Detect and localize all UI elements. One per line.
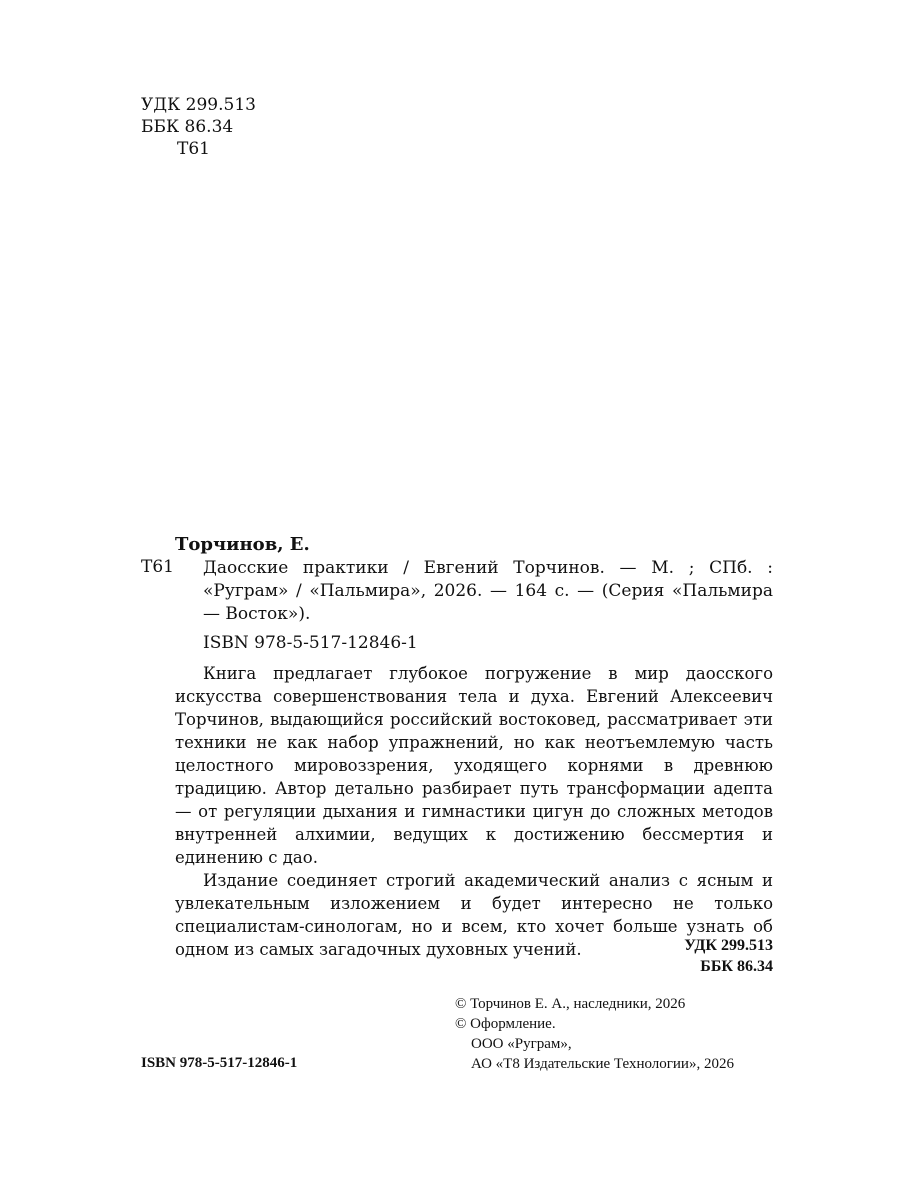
classification-codes-top (141, 94, 256, 160)
annotation-paragraph-2: Издание соединяет строгий академический анализ с ясным и увлекательным изложением и будет интересно не только специалистам-синологам, но и всем, кто хочет больше узнать об одном из самых загадочных духовных учений. (175, 871, 773, 959)
copyright-author: © Торчинов Е. А., наследники, 2026 (455, 996, 686, 1012)
publisher-1: ООО «Руграм», (471, 1036, 572, 1052)
author-mark-left: Т61 (141, 557, 174, 577)
isbn-catalog: ISBN 978-5-517-12846-1 (203, 633, 418, 653)
publisher-2: АО «Т8 Издательские Технологии», 2026 (471, 1056, 734, 1072)
annotation-paragraph-1: Книга предлагает глубокое погружение в мир даосского искусства совершенствования тела и духа. Евгений Алексеевич Торчинов, выдающийся российский востоковед, рассматривает эти техники не как набор упражнений, но как неотъемлемую часть целостного мировоззрения, уходящего корнями в древнюю традицию. Автор детально разбирает путь трансформации адепта — от регуляции дыхания и гимнастики цигун до сложных методов внутренней алхимии, ведущих к достижению бессмертия и единению с дао. (175, 664, 773, 867)
bbk-code-bottom: ББК 86.34 (700, 958, 773, 975)
annotation (175, 662, 773, 961)
udk-code: УДК 299.513 (141, 95, 256, 115)
copyright-block (455, 994, 775, 1074)
classification-codes-bottom (600, 935, 773, 977)
isbn-footer: ISBN 978-5-517-12846-1 (141, 1055, 298, 1071)
author-heading: Торчинов, Е. (175, 534, 310, 555)
bibliographic-description: Даосские практики / Евгений Торчинов. — М. ; СПб. : «Руграм» / «Пальмира», 2026. — 164 с. — (Серия «Пальмира — Восток»). (203, 558, 773, 624)
udk-code-bottom: УДК 299.513 (684, 937, 773, 954)
bbk-code: ББК 86.34 (141, 117, 234, 137)
author-mark: Т61 (177, 139, 210, 159)
copyright-design: © Оформление. (455, 1016, 556, 1032)
